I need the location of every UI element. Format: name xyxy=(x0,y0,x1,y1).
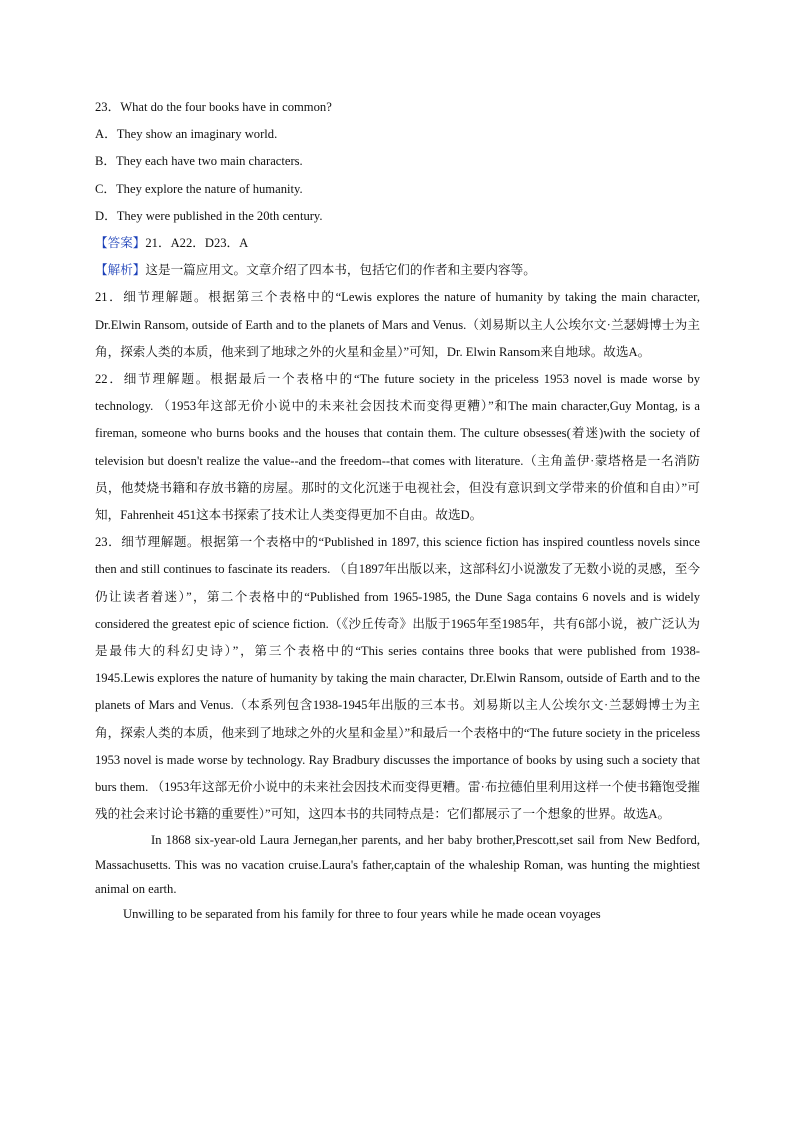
answer-line xyxy=(95,230,700,257)
option-d: D．They were published in the 20th century. xyxy=(95,208,323,223)
analysis-q23: 23．细节理解题。根据第一个表格中的“Published in 1897, this science fiction has inspired countless novels since then and still continues to fascinate its readers. （自1897年出版以来，这部科幻小说激发了无数小说的灵感，至今仍让读者着迷）”，第二个表格中的“Published from 1965-1985, the Dune Saga contains 6 novels and is widely considered the greatest epic of science fiction.（《沙丘传奇》出版于1965年至1985年，共有6部小说，被广泛认为是最伟大的科幻史诗）”，第三个表格中的“This series contains three books that were published from 1938-1945.Lewis explores the nature of humanity by taking the main character, Dr.Elwin Ransom, outside of Earth and to the planets of Mars and Venus.（本系列包含1938-1945年出版的三本书。刘易斯以主人公埃尔文·兰瑟姆博士为主角，探索人类的本质，他来到了地球之外的火星和金星）”和最后一个表格中的“The future society in the priceless 1953 novel is made worse by technology. Ray Bradbury discusses the importance of books by using such a society that burs them. （1953年这部无价小说中的未来社会因技术而变得更糟。雷·布拉德伯里利用这样一个使书籍饱受摧残的社会来讨论书籍的重要性）”可知，这四本书的共同特点是：它们都展示了一个想象的世界。故选A。 xyxy=(95,535,700,822)
passage-paragraph-1-text: In 1868 six-year-old Laura Jernegan,her parents, and her baby brother,Prescott,set sail from New Bedford, Massachusetts. This was no vacation cruise.Laura's father,captain of the whaleship Roman, was hunting the mightiest animal on earth. xyxy=(95,833,700,897)
analysis-line xyxy=(95,257,700,284)
option-c: C．They explore the nature of humanity. xyxy=(95,181,303,196)
analysis-intro: 这是一篇应用文。文章介绍了四本书，包括它们的作者和主要内容等。 xyxy=(145,263,536,278)
passage-paragraph-2 xyxy=(95,902,700,926)
option-b: B．They each have two main characters. xyxy=(95,154,303,169)
option-a: A．They show an imaginary world. xyxy=(95,127,278,142)
question-stem: 23．What do the four books have in common? xyxy=(95,100,332,114)
passage-paragraph-2-text: Unwilling to be separated from his family for three to four years while he made ocean voyages xyxy=(123,906,601,921)
answer-text: 21．A22．D23．A xyxy=(145,235,249,250)
answer-tag: 【答案】 xyxy=(95,235,146,250)
analysis-q21: 21．细节理解题。根据第三个表格中的“Lewis explores the nature of humanity by taking the main character, Dr.Elwin Ransom, outside of Earth and to the planets of Mars and Venus.（刘易斯以主人公埃尔文·兰瑟姆博士为主角，探索人类的本质，他来到了地球之外的火星和金星）”可知，Dr. Elwin Ransom来自地球。故选A。 xyxy=(95,290,700,359)
document-page xyxy=(95,94,700,926)
analysis-q22: 22．细节理解题。根据最后一个表格中的“The future society in the priceless 1953 novel is made worse by technology. （1953年这部无价小说中的未来社会因技术而变得更糟）”和The main character,Guy Montag, is a fireman, someone who burns books and the houses that contain them. The culture obsesses(着迷)with the society of television but doesn't realize the value--and the freedom--that comes with literature.（主角盖伊·蒙塔格是一名消防员，他焚烧书籍和存放书籍的房屋。那时的文化沉迷于电视社会，但没有意识到文学带来的价值和自由）”可知，Fahrenheit 451这本书探索了技术让人类变得更加不自由。故选D。 xyxy=(95,371,700,522)
analysis-tag: 【解析】 xyxy=(95,263,146,278)
passage-paragraph-1 xyxy=(95,828,700,901)
